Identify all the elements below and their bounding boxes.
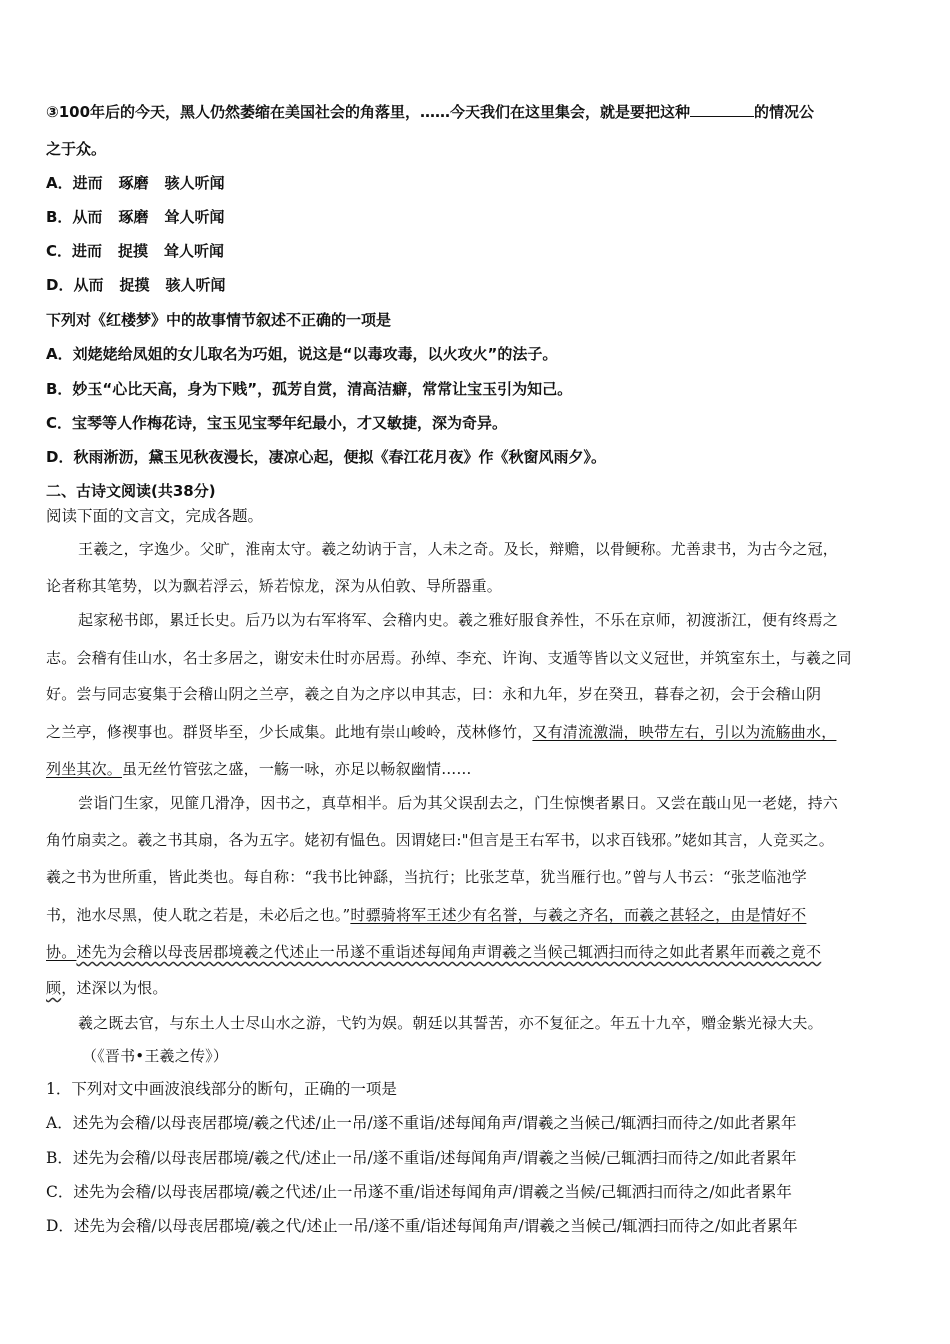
q3-text-after: 的情况公 <box>754 103 815 121</box>
hlm-option-c[interactable]: C．宝琴等人作梅花诗，宝玉见宝琴年纪最小，才又敏捷，深为奇异。 <box>46 414 508 432</box>
q3-option-d[interactable]: D．从而 捉摸 骇人听闻 <box>46 276 226 294</box>
wavy-underlined-text: 述先为会稽以母丧居郡境羲之代述止一吊遂不重诣述每闻角声谓羲之当候己辄洒扫而待之如此者累年而羲之竟不 <box>76 943 822 961</box>
section-instruction: 阅读下面的文言文，完成各题。 <box>46 507 264 525</box>
passage-source: （《晋书•王羲之传》） <box>82 1047 229 1065</box>
hlm-option-a[interactable]: A．刘姥姥给凤姐的女儿取名为巧姐，说这是“以毒攻毒，以火攻火”的法子。 <box>46 345 558 363</box>
passage-p2-line3: 好。尝与同志宴集于会稽山阴之兰亭，羲之自为之序以申其志，曰：永和九年，岁在癸丑，暮春之初，会于会稽山阴 <box>46 685 822 703</box>
passage-p3-line2: 角竹扇卖之。羲之书其扇，各为五字。姥初有愠色。因谓姥曰:"但言是王右军书，以求百钱邪。”姥如其言，人竞买之。 <box>46 831 834 849</box>
q3-option-b[interactable]: B．从而 琢磨 耸人听闻 <box>46 208 225 226</box>
q3-line1 <box>46 102 814 122</box>
q1-option-b[interactable]: B．述先为会稽/以母丧居郡境/羲之代/述止一吊/遂不重诣/述每闻角声/谓羲之当候/己辄洒扫而待之/如此者累年 <box>46 1149 797 1167</box>
q3-blank <box>690 102 754 117</box>
underlined-sentence: 又有清流激湍，映带左右，引以为流觞曲水， <box>532 723 837 741</box>
passage-p2-line4: 之兰亭，修禊事也。群贤毕至，少长咸集。此地有崇山峻岭，茂林修竹，又有清流激湍，映带左右，引以为流觞曲水， <box>46 723 837 741</box>
hlm-option-d[interactable]: D．秋雨淅沥，黛玉见秋夜漫长，凄凉心起，便拟《春江花月夜》作《秋窗风雨夕》。 <box>46 448 606 466</box>
underlined-sentence-2: 时骠骑将军王述少有名誉，与羲之齐名，而羲之甚轻之，由是情好不 <box>350 906 807 924</box>
q1-option-d[interactable]: D．述先为会稽/以母丧居郡境/羲之代/述止一吊/遂不重/诣述每闻角声/谓羲之当候己/辄洒扫而待之/如此者累年 <box>46 1217 798 1235</box>
passage-p2-line5: 列坐其次。虽无丝竹管弦之盛，一觞一咏，亦足以畅叙幽情…… <box>46 760 472 778</box>
section-title: 二、古诗文阅读(共38分) <box>46 482 216 500</box>
passage-p3-line3: 羲之书为世所重，皆此类也。每自称：“我书比钟繇，当抗行；比张芝草，犹当雁行也。”曾与人书云：“张芝临池学 <box>46 868 807 886</box>
hlm-option-b[interactable]: B．妙玉“心比天高，身为下贱”，孤芳自赏，清高洁癖，常常让宝玉引为知己。 <box>46 380 573 398</box>
wavy-underlined-text-end: 顾 <box>46 979 62 997</box>
hlm-stem: 下列对《红楼梦》中的故事情节叙述不正确的一项是 <box>46 311 392 329</box>
q1-stem: 1．下列对文中画波浪线部分的断句，正确的一项是 <box>46 1080 397 1098</box>
passage-p2-line1: 起家秘书郎，累迁长史。后乃以为右军将军、会稽内史。羲之雅好服食养性，不乐在京师，初渡浙江，便有终焉之 <box>78 611 839 629</box>
q1-option-c[interactable]: C．述先为会稽/以母丧居郡境/羲之代述/止一吊遂不重/诣述每闻角声/谓羲之当候/己辄洒扫而待之/如此者累年 <box>46 1183 792 1201</box>
q1-option-a[interactable]: A．述先为会稽/以母丧居郡境/羲之代述/止一吊/遂不重诣/述每闻角声/谓羲之当候己/辄洒扫而待之/如此者累年 <box>46 1114 797 1132</box>
q3-text-before: ③100年后的今天，黑人仍然萎缩在美国社会的角落里，……今天我们在这里集会，就是要把这种 <box>46 103 691 121</box>
q3-option-a[interactable]: A．进而 琢磨 骇人听闻 <box>46 174 225 192</box>
passage-p3-line6: 顾，述深以为恨。 <box>46 979 168 997</box>
passage-p1-line1: 王羲之，字逸少。父旷，淮南太守。羲之幼讷于言，人未之奇。及长，辩赡，以骨鲠称。尤善隶书，为古今之冠， <box>78 540 839 558</box>
q3-line2: 之于众。 <box>46 140 107 158</box>
underlined-sentence-end: 列坐其次。 <box>46 760 123 778</box>
passage-p3-line4: 书，池水尽黑，使人耽之若是，未必后之也。”时骠骑将军王述少有名誉，与羲之齐名，而羲之甚轻之，由是情好不 <box>46 906 807 924</box>
q3-option-c[interactable]: C．进而 捉摸 耸人听闻 <box>46 242 225 260</box>
underlined-sentence-2-end: 协。 <box>46 943 77 961</box>
passage-p3-line1: 尝诣门生家，见篚几滑净，因书之，真草相半。后为其父误刮去之，门生惊懊者累日。又尝在蕺山见一老姥，持六 <box>78 794 839 812</box>
passage-p4: 羲之既去官，与东土人士尽山水之游，弋钓为娱。朝廷以其誓苦，亦不复征之。年五十九卒，赠金紫光禄大夫。 <box>78 1014 823 1032</box>
passage-p3-line5 <box>46 942 821 962</box>
passage-p2-line2: 志。会稽有佳山水，名士多居之，谢安未仕时亦居焉。孙绰、李充、许询、支遁等皆以文义冠世，并筑室东土，与羲之同 <box>46 649 852 667</box>
passage-p1-line2: 论者称其笔势，以为飘若浮云，矫若惊龙，深为从伯敦、导所器重。 <box>46 577 503 595</box>
